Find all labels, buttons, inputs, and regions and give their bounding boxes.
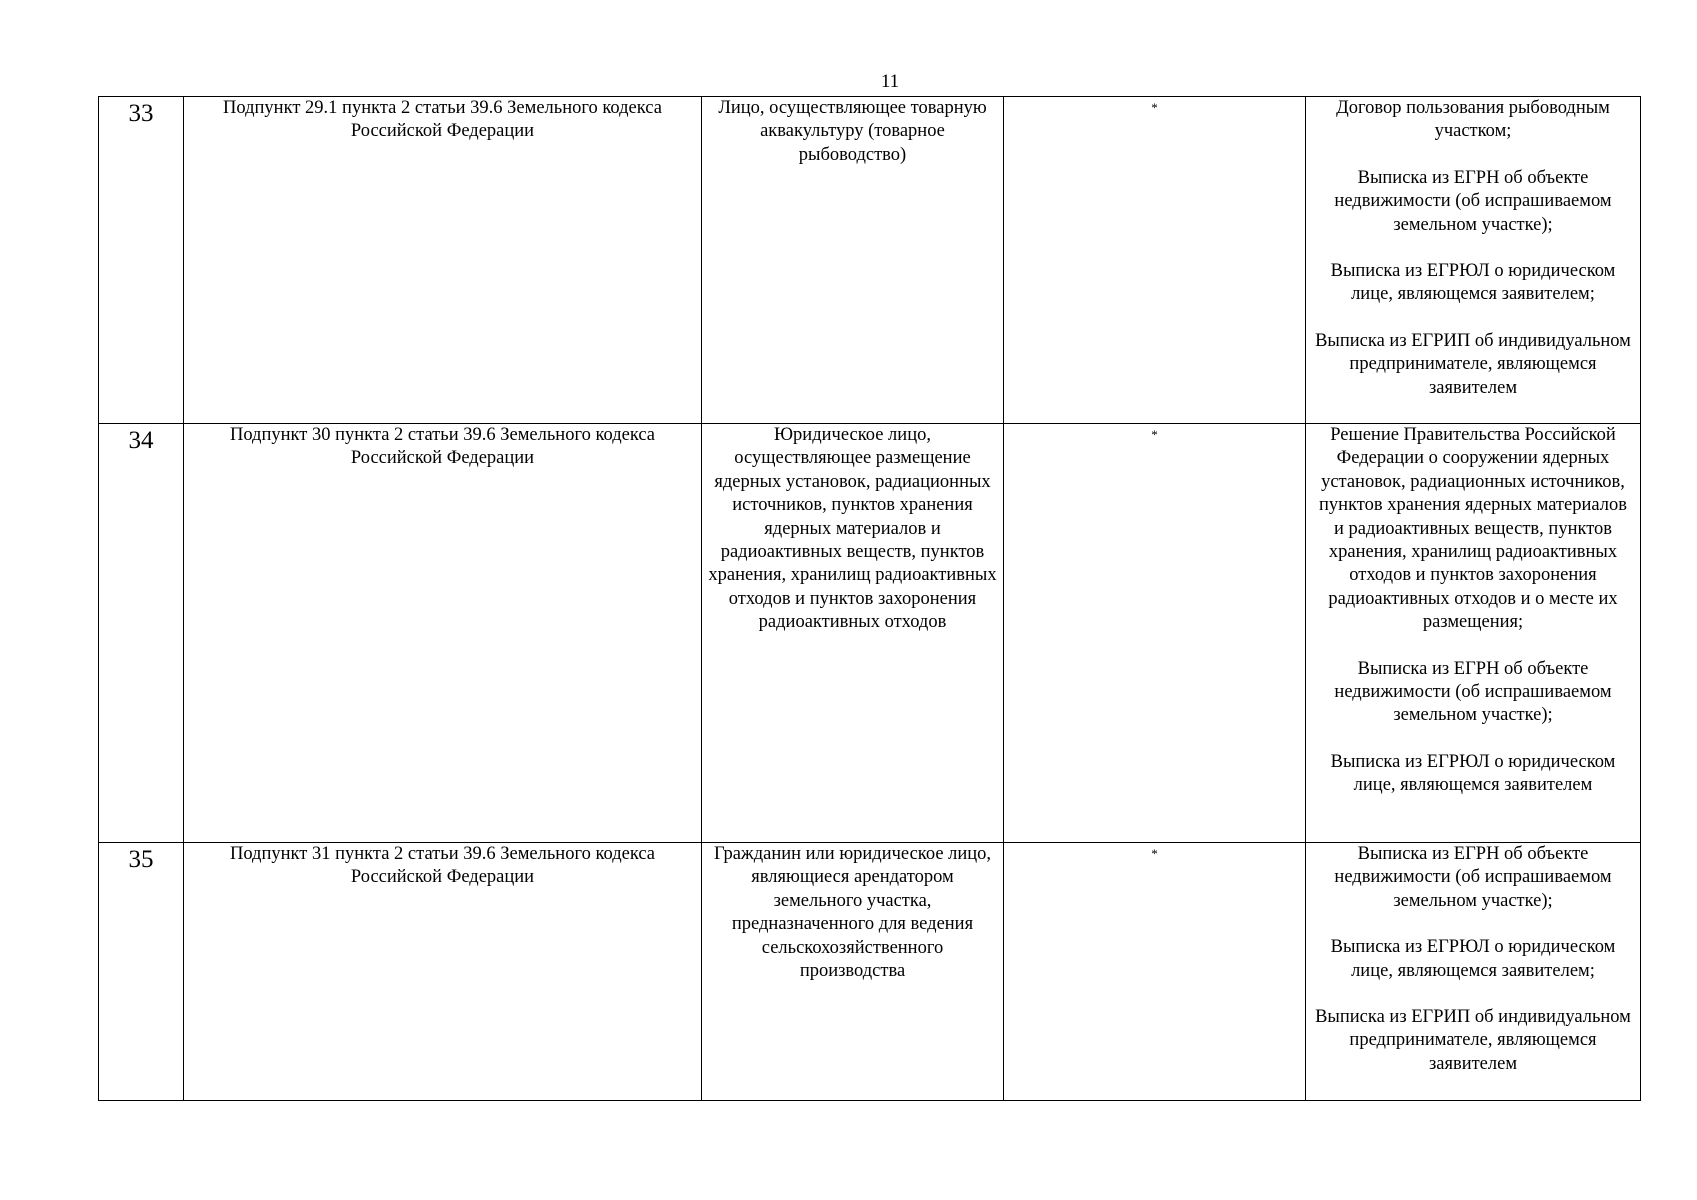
row-number: 33 [99,97,184,424]
legal-basis: Подпункт 29.1 пункта 2 статьи 39.6 Земельного кодекса Российской Федерации [184,97,702,424]
document-item: Выписка из ЕГРИП об индивидуальном предпринимателе, являющемся заявителем [1315,1007,1631,1074]
required-documents [1306,424,1641,843]
required-documents [1306,97,1641,424]
document-item: Выписка из ЕГРН об объекте недвижимости (об испрашиваемом земельном участке); [1334,844,1612,911]
table-row [99,843,1641,1101]
asterisk-mark: * [1004,843,1306,1101]
asterisk-mark: * [1004,97,1306,424]
document-item: Договор пользования рыбоводным участком; [1336,98,1610,142]
applicant-description: Гражданин или юридическое лицо, являющиеся арендатором земельного участка, предназначенного для ведения сельскохозяйственного производства [702,843,1004,1101]
row-number: 34 [99,424,184,843]
asterisk-mark: * [1004,424,1306,843]
applicant-description: Юридическое лицо, осуществляющее размещение ядерных установок, радиационных источников, пунктов хранения ядерных материалов и радиоактивных веществ, пунктов хранения, хранилищ радиоактивных отходов и пунктов захоронения радиоактивных отходов [702,424,1004,843]
document-item: Выписка из ЕГРЮЛ о юридическом лице, являющемся заявителем [1330,751,1616,796]
document-item: Выписка из ЕГРЮЛ о юридическом лице, являющемся заявителем; [1330,261,1616,305]
document-item: Решение Правительства Российской Федерации о сооружении ядерных установок, радиационных источников, пунктов хранения ядерных материалов и радиоактивных веществ, пунктов хранения, хранилищ радиоактивных отходов и пунктов захоронения радиоактивных отходов и о месте их размещения; [1319,425,1627,633]
table-row [99,424,1641,843]
document-item: Выписка из ЕГРН об объекте недвижимости (об испрашиваемом земельном участке); [1334,167,1612,235]
legal-basis: Подпункт 31 пункта 2 статьи 39.6 Земельного кодекса Российской Федерации [184,843,702,1101]
document-item: Выписка из ЕГРИП об индивидуальном предпринимателе, являющемся заявителем [1315,330,1631,398]
document-item: Выписка из ЕГРЮЛ о юридическом лице, являющемся заявителем; [1330,937,1616,981]
legal-basis: Подпункт 30 пункта 2 статьи 39.6 Земельного кодекса Российской Федерации [184,424,702,843]
table-row [99,97,1641,424]
page-number: 11 [880,71,900,92]
requirements-table [98,96,1641,1101]
document-item: Выписка из ЕГРН об объекте недвижимости (об испрашиваемом земельном участке); [1334,658,1612,726]
row-number: 35 [99,843,184,1101]
applicant-description: Лицо, осуществляющее товарную аквакультуру (товарное рыбоводство) [702,97,1004,424]
required-documents [1306,843,1641,1101]
